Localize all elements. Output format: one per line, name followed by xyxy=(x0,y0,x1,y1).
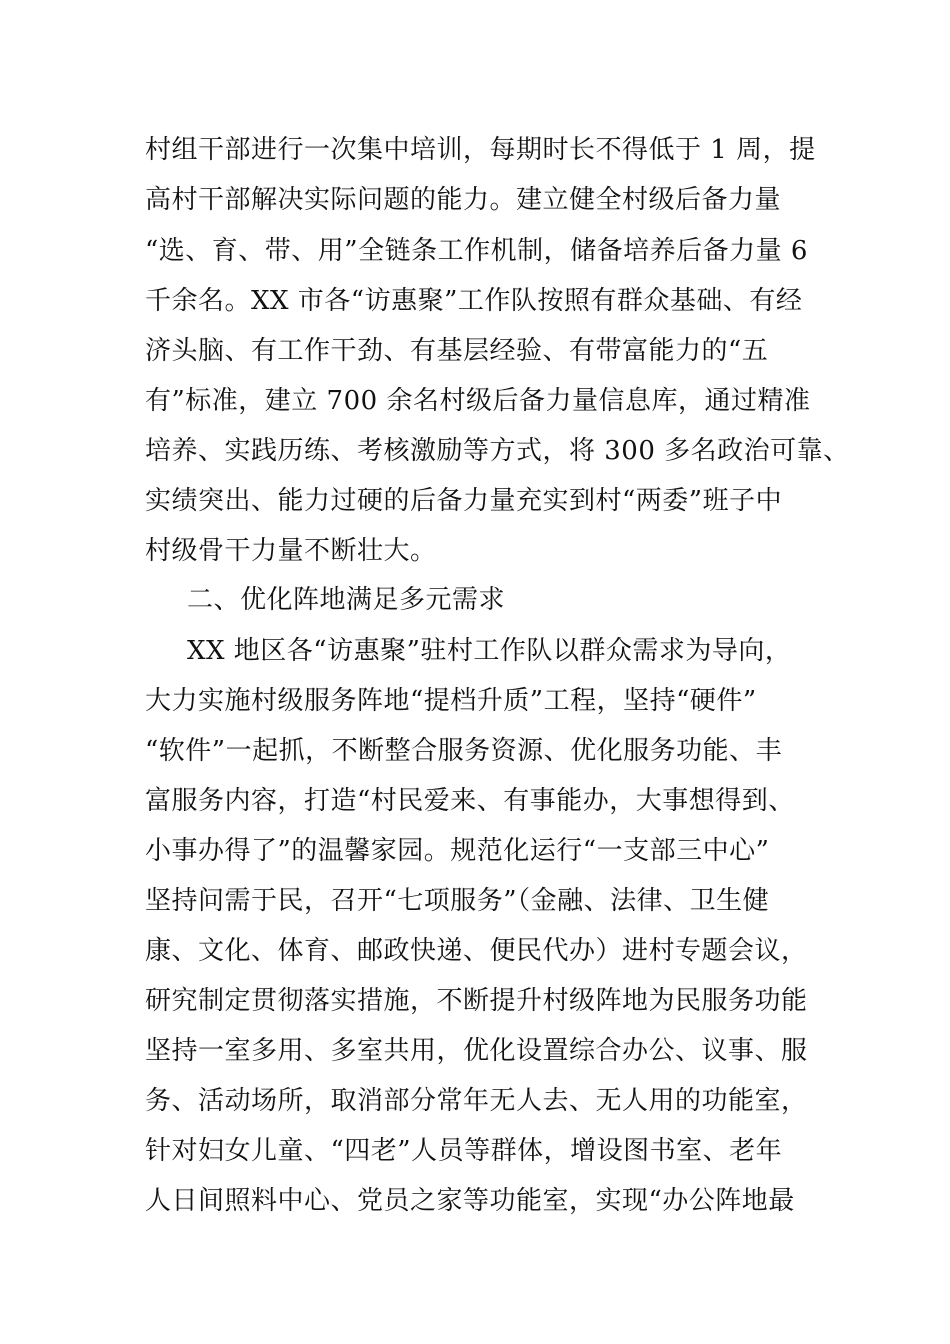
text-line: 培养、实践历练、考核激励等方式，将 300 多名政治可靠、 xyxy=(145,436,850,466)
text-line: 针对妇女儿童、“四老”人员等群体，增设图书室、老年 xyxy=(145,1136,783,1166)
text-line: 人日间照料中心、党员之家等功能室，实现“办公阵地最 xyxy=(145,1186,795,1216)
text-line: 务、活动场所，取消部分常年无人去、无人用的功能室， xyxy=(145,1086,808,1116)
text-line: 千余名。XX 市各“访惠聚”工作队按照有群众基础、有经 xyxy=(145,286,803,316)
text-line: 高村干部解决实际问题的能力。建立健全村级后备力量 xyxy=(145,185,782,215)
text-line: 研究制定贯彻落实措施，不断提升村级阵地为民服务功能 xyxy=(145,986,808,1016)
text-line: “选、育、带、用”全链条工作机制，储备培养后备力量 6 xyxy=(145,236,808,266)
text-line: 大力实施村级服务阵地“提档升质”工程，坚持“硬件” xyxy=(145,686,757,716)
text-line: 坚持一室多用、多室共用，优化设置综合办公、议事、服 xyxy=(145,1036,808,1066)
text-line: 实绩突出、能力过硬的后备力量充实到村“两委”班子中 xyxy=(145,486,783,516)
text-line: 村级骨干力量不断壮大。 xyxy=(145,536,437,566)
text-line: 坚持问需于民，召开“七项服务”（金融、法律、卫生健 xyxy=(145,886,770,916)
text-line: XX 地区各“访惠聚”驻村工作队以群众需求为导向， xyxy=(187,636,792,666)
text-line: 小事办得了”的温馨家园。规范化运行“一支部三中心” xyxy=(145,836,770,866)
text-line: 村组干部进行一次集中培训，每期时长不得低于 1 周，提 xyxy=(145,135,816,165)
text-line: 济头脑、有工作干劲、有基层经验、有带富能力的“五 xyxy=(145,336,769,366)
section-heading: 二、优化阵地满足多元需求 xyxy=(187,585,506,615)
text-line: “软件”一起抓，不断整合服务资源、优化服务功能、丰 xyxy=(145,736,783,766)
text-line: 有”标准，建立 700 余名村级后备力量信息库，通过精准 xyxy=(145,386,811,416)
text-line: 富服务内容，打造“村民爱来、有事能办，大事想得到、 xyxy=(145,786,795,816)
text-line: 康、文化、体育、邮政快递、便民代办）进村专题会议， xyxy=(145,936,808,966)
